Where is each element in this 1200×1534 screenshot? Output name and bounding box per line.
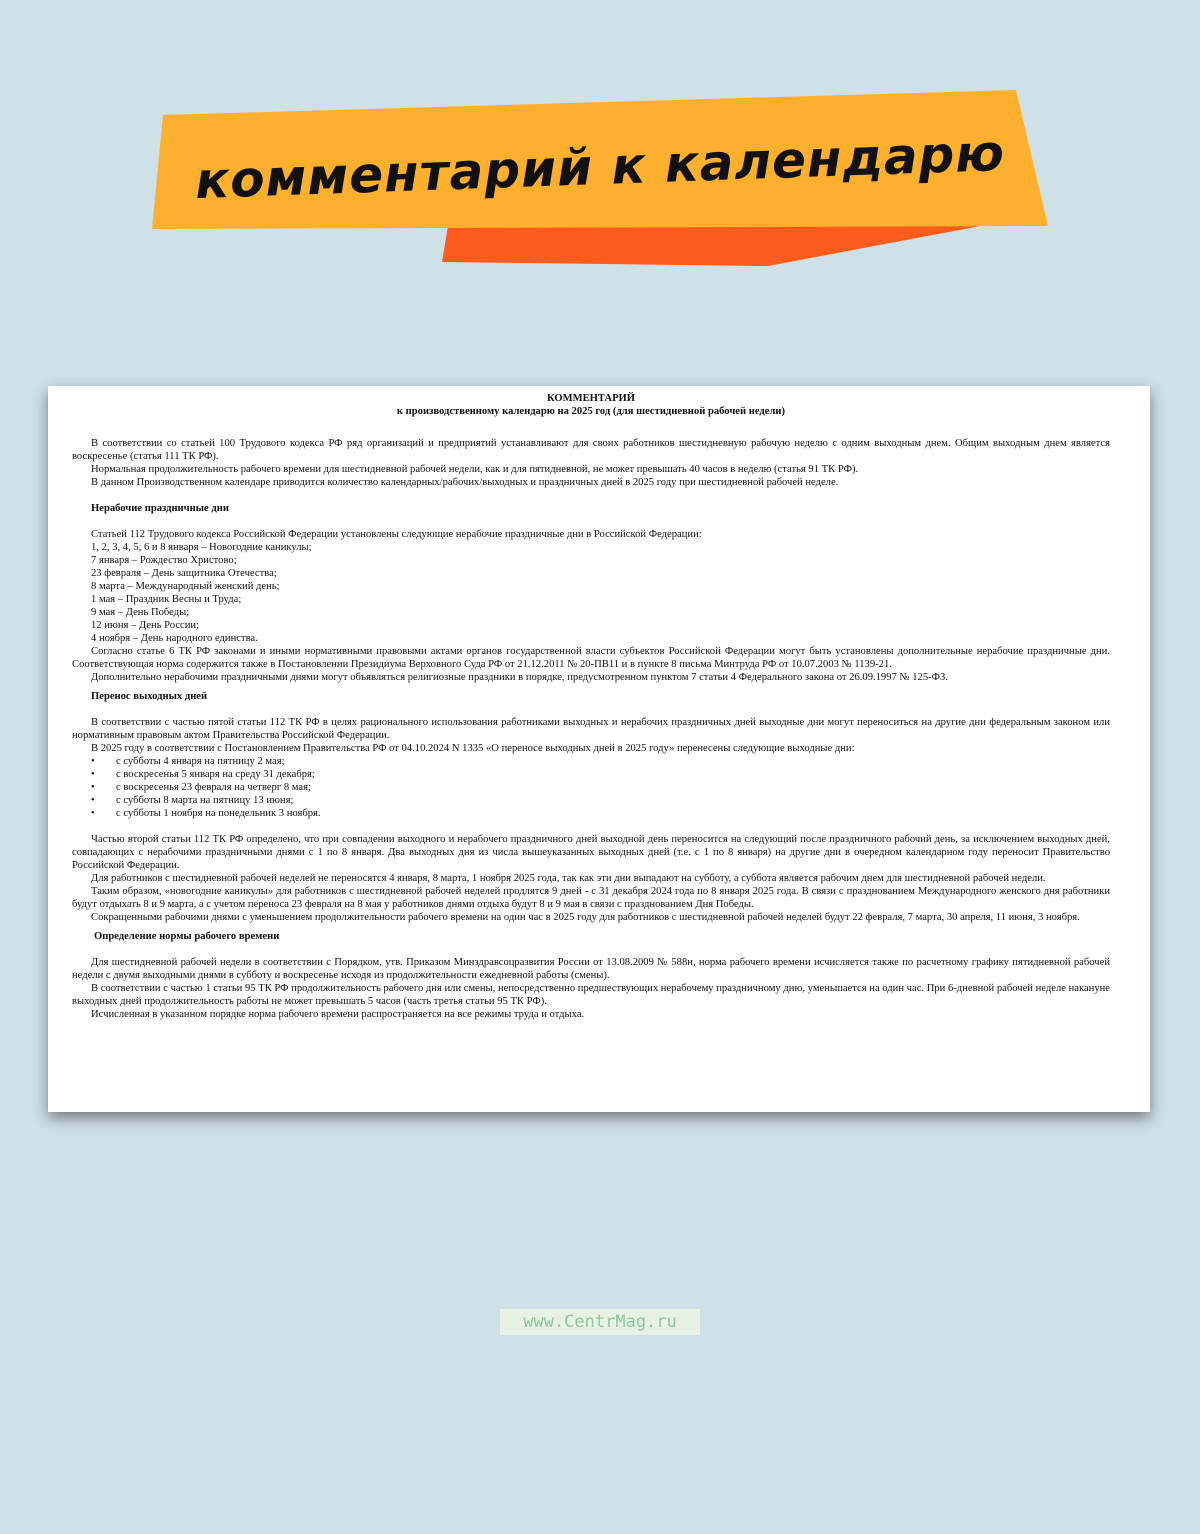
banner-accent-ribbon (442, 222, 1002, 266)
list-item: 1 мая – Праздник Весны и Труда; (91, 594, 242, 605)
title-banner (0, 0, 1200, 300)
list-item: 23 февраля – День защитника Отечества; (91, 568, 277, 579)
section-heading-norm: Определение нормы рабочего времени (94, 931, 280, 942)
transfer-paragraph: Для работников с шестидневной рабочей неделей не переносятся 4 января, 8 марта, 1 ноября 2025 года, так как эти дни выпадают на субботу, а суббота является рабочим днем для шестидневной рабочей недели. (91, 873, 1046, 884)
document-title: КОММЕНТАРИЙ (546, 393, 636, 404)
banner-title: комментарий к календарю (194, 123, 1006, 211)
transfer-paragraph: В 2025 году в соответствии с Постановлением Правительства РФ от 04.10.2024 N 1335 «О переносе выходных дней в 2025 году» перенесены следующие выходные дни: (91, 743, 855, 754)
list-item: • с воскресенья 5 января на среду 31 декабря; (72, 768, 1110, 781)
list-item: 9 мая – День Победы; (91, 607, 190, 618)
intro-paragraph: В соответствии со статьей 100 Трудового кодекса РФ ряд организаций и предприятий устанавливают для своих работников шестидневную рабочую неделю с одним выходным днем. Общим выходным днем является воскресенье (статья 111 ТК РФ). (72, 438, 1110, 462)
intro-paragraph: В данном Производственном календаре приводится количество календарных/рабочих/выходных и праздничных дней в 2025 году при шестидневной рабочей неделе. (91, 477, 839, 488)
list-item: 7 января – Рождество Христово; (91, 555, 237, 566)
list-item: • с воскресенья 23 февраля на четверг 8 мая; (72, 781, 1110, 794)
list-item: • с субботы 8 марта на пятницу 13 июня; (72, 794, 1110, 807)
transfer-paragraph: В соответствии с частью пятой статьи 112 ТК РФ в целях рационального использования работниками выходных и нерабочих праздничных дней выходные дни могут переноситься на другие дни федеральным законом или нормативным правовым актом Правительства Российской Федерации. (72, 717, 1110, 741)
list-item: 8 марта – Международный женский день; (91, 581, 280, 592)
norm-paragraph: Исчисленная в указанном порядке норма рабочего времени распространяется на все режимы труда и отдыха. (91, 1009, 585, 1020)
list-item: • с субботы 1 ноября на понедельник 3 ноября. (72, 807, 1110, 820)
holidays-paragraph: Согласно статье 6 ТК РФ законами и иными нормативными правовыми актами органов государственной власти субъектов Российской Федерации могут быть установлены дополнительные нерабочие праздничные дни. Соответствующая норма содержится также в Постановлении Президиума Верховного Суда РФ от 21.12.2011 № 20-ПВ11 и в пункте 8 письма Минтруда РФ от 10.07.2003 № 1139-21. (72, 646, 1110, 670)
intro-paragraph: Нормальная продолжительность рабочего времени для шестидневной рабочей недели, как и для пятидневной, не может превышать 40 часов в неделю (статья 91 ТК РФ). (91, 464, 859, 475)
transfer-list (72, 755, 1110, 820)
holiday-list (72, 528, 1110, 645)
transfer-paragraph: Сокращенными рабочими днями с уменьшением продолжительности рабочего времени на один час в 2025 году для работников с шестидневной рабочей неделей будут 22 февраля, 7 марта, 30 апреля, 11 июня, 3 ноября. (91, 912, 1080, 923)
norm-paragraph: В соответствии с частью 1 статьи 95 ТК РФ продолжительность рабочего дня или смены, непосредственно предшествующих нерабочему праздничному дню, уменьшается на один час. При 6-дневной рабочей неделе накануне выходных дней продолжительность работы не может превышать 5 часов (часть третья статьи 95 ТК РФ). (72, 983, 1110, 1007)
norm-paragraph: Для шестидневной рабочей недели в соответствии с Порядком, утв. Приказом Минздравсоцразвития России от 13.08.2009 № 588н, норма рабочего времени исчисляется также по расчетному графику пятидневной рабочей недели с двумя выходными днями в субботу и воскресенье исходя из продолжительности ежедневной работы (смены). (72, 957, 1110, 981)
transfer-paragraph: Таким образом, «новогодние каникулы» для работников с шестидневной рабочей неделей продлятся 9 дней - с 31 декабря 2024 года по 8 января 2025 года. В связи с празднованием Международного женского дня работники будут отдыхать 8 и 9 марта, а с учетом переноса 23 февраля на 8 мая у работников днями отдыха будут 8 и 9 мая в связи с празднованием Дня Победы. (72, 886, 1110, 910)
list-item: 1, 2, 3, 4, 5, 6 и 8 января – Новогодние каникулы; (91, 542, 312, 553)
document-page (48, 386, 1150, 1112)
section-heading-holidays: Нерабочие праздничные дни (91, 503, 229, 514)
list-item: • с субботы 4 января на пятницу 2 мая; (72, 755, 1110, 768)
site-watermark: www.CentrMag.ru (500, 1309, 700, 1335)
transfer-paragraph: Частью второй статьи 112 ТК РФ определено, что при совпадении выходного и нерабочего праздничного дней выходной день переносится на следующий после праздничного рабочий день, за исключением выходных дней, совпадающих с нерабочими праздничными днями с 1 по 8 января. Два выходных дня из числа вышеуказанных выходных дней (т.е. с 1 по 8 января) на другие дни в очередном календарном году переносит Правительство Российской Федерации. (72, 834, 1110, 871)
section-heading-transfer: Перенос выходных дней (91, 691, 208, 702)
holidays-paragraph: Дополнительно нерабочими праздничными днями могут объявляться религиозные праздники в порядке, предусмотренном пунктом 7 статьи 4 Федерального закона от 26.09.1997 № 125-ФЗ. (91, 672, 948, 683)
holiday-list-lead: Статьей 112 Трудового кодекса Российской Федерации установлены следующие нерабочие праздничные дни в Российской Федерации: (91, 529, 702, 540)
list-item: 4 ноября – День народного единства. (91, 633, 258, 644)
document-subtitle: к производственному календарю на 2025 год (для шестидневной рабочей недели) (396, 406, 786, 417)
list-item: 12 июня – День России; (91, 620, 200, 631)
